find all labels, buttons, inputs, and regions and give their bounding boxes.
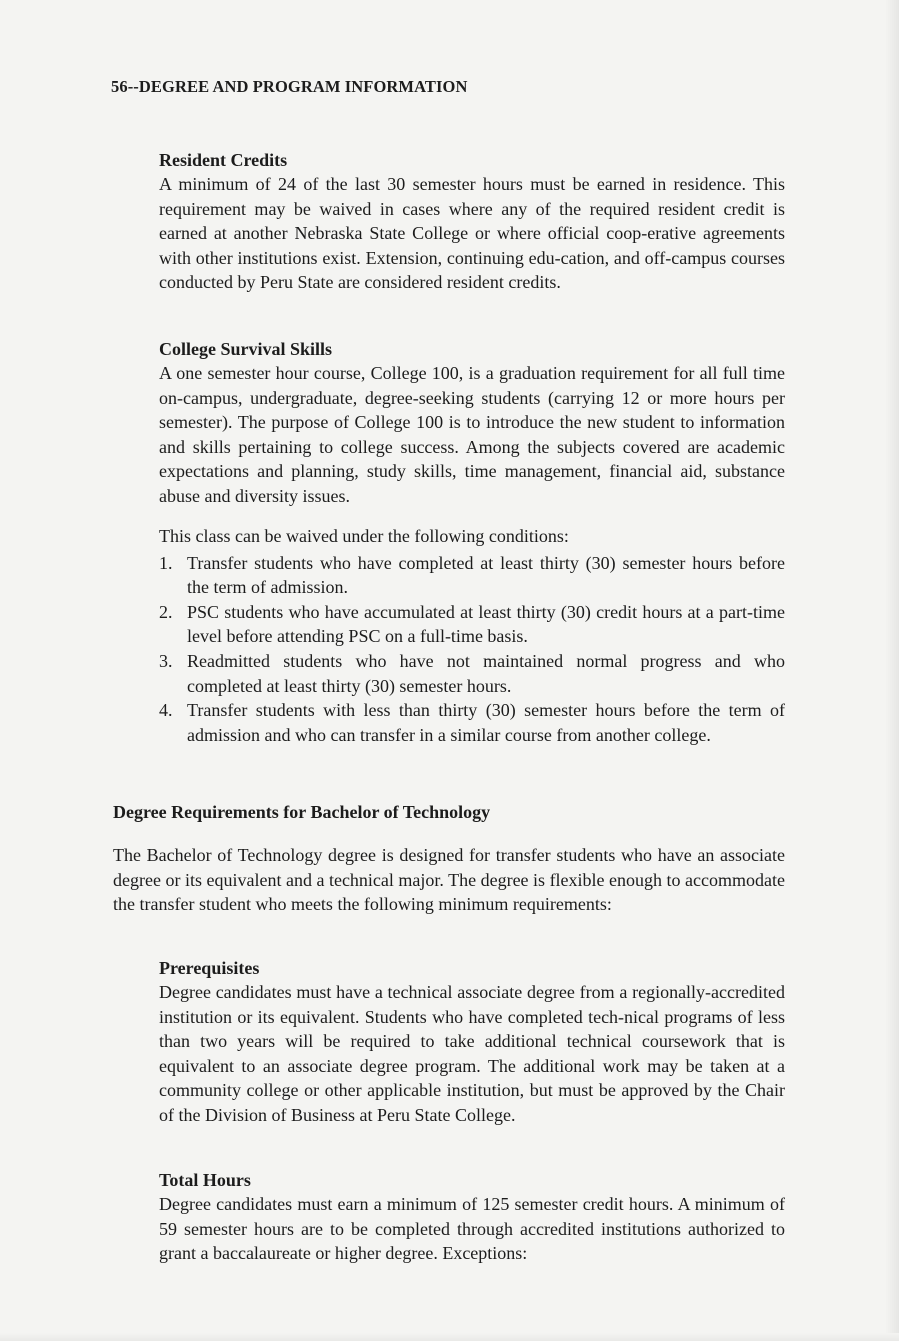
list-item-number: 4. [159, 700, 173, 721]
waiver-conditions [159, 524, 785, 747]
list-item-number: 3. [159, 650, 173, 671]
list-item-number: 1. [159, 552, 173, 573]
prerequisites-section [159, 956, 785, 1128]
list-item-number: 2. [159, 601, 173, 622]
list-item-text: Readmitted students who have not maintained normal progress and who completed at least thirty (30) semester hours. [187, 650, 785, 696]
college-survival-skills-section [159, 337, 785, 509]
prerequisites-heading: Prerequisites [159, 958, 260, 978]
college-survival-skills-body: A one semester hour course, College 100, is a graduation requirement for all full time on-campus, undergraduate, degree-seeking students (carrying 12 or more hours per semester). The purpose of College 100 is to introduce the new student to information and skills pertaining to college success. Among the subjects covered are academic expectations and planning, study skills, time management, financial aid, substance abuse and diversity issues. [159, 363, 785, 506]
page-bottom-shadow [0, 1333, 899, 1341]
waiver-intro: This class can be waived under the following conditions: [159, 526, 569, 546]
bachelor-technology-body: The Bachelor of Technology degree is designed for transfer students who have an associate degree or its equivalent and a technical major. The degree is flexible enough to accommodate the transfer student who meets the following minimum requirements: [113, 845, 785, 915]
list-item [159, 698, 785, 747]
total-hours-body: Degree candidates must earn a minimum of 125 semester credit hours. A minimum of 59 semester hours are to be completed through accredited institutions authorized to grant a baccalaureate or higher degree. Exceptions: [159, 1194, 785, 1264]
bachelor-technology-intro [113, 843, 785, 917]
prerequisites-body: Degree candidates must have a technical associate degree from a regionally-accredited institution or its equivalent. Students who have completed tech-nical programs of less than two years will be required to take additional technical coursework that is equivalent to an associate degree program. The additional work may be taken at a community college or other applicable institution, but must be approved by the Chair of the Division of Business at Peru State College. [159, 982, 785, 1125]
bachelor-technology-section [113, 800, 785, 824]
running-head: 56--DEGREE AND PROGRAM INFORMATION [111, 77, 468, 96]
resident-credits-body: A minimum of 24 of the last 30 semester hours must be earned in residence. This requirement may be waived in cases where any of the required resident credit is earned at another Nebraska State College or where official coop-erative agreements with other institutions exist. Extension, continuing edu-cation, and off-campus courses conducted by Peru State are considered resident credits. [159, 174, 785, 293]
total-hours-section [159, 1168, 785, 1266]
waiver-conditions-list [159, 551, 785, 748]
bachelor-technology-heading: Degree Requirements for Bachelor of Technology [113, 802, 491, 822]
list-item [159, 551, 785, 600]
resident-credits-heading: Resident Credits [159, 150, 288, 170]
college-survival-skills-heading: College Survival Skills [159, 339, 333, 359]
list-item-text: PSC students who have accumulated at least thirty (30) credit hours at a part-time level before attending PSC on a full-time basis. [187, 601, 785, 647]
list-item [159, 600, 785, 649]
page-edge-shadow [885, 0, 899, 1341]
resident-credits-section [159, 148, 785, 295]
list-item [159, 649, 785, 698]
list-item-text: Transfer students who have completed at least thirty (30) semester hours before the term of admission. [187, 552, 785, 598]
list-item-text: Transfer students with less than thirty (30) semester hours before the term of admission and who can transfer in a similar course from another college. [187, 700, 785, 745]
total-hours-heading: Total Hours [159, 1170, 251, 1190]
